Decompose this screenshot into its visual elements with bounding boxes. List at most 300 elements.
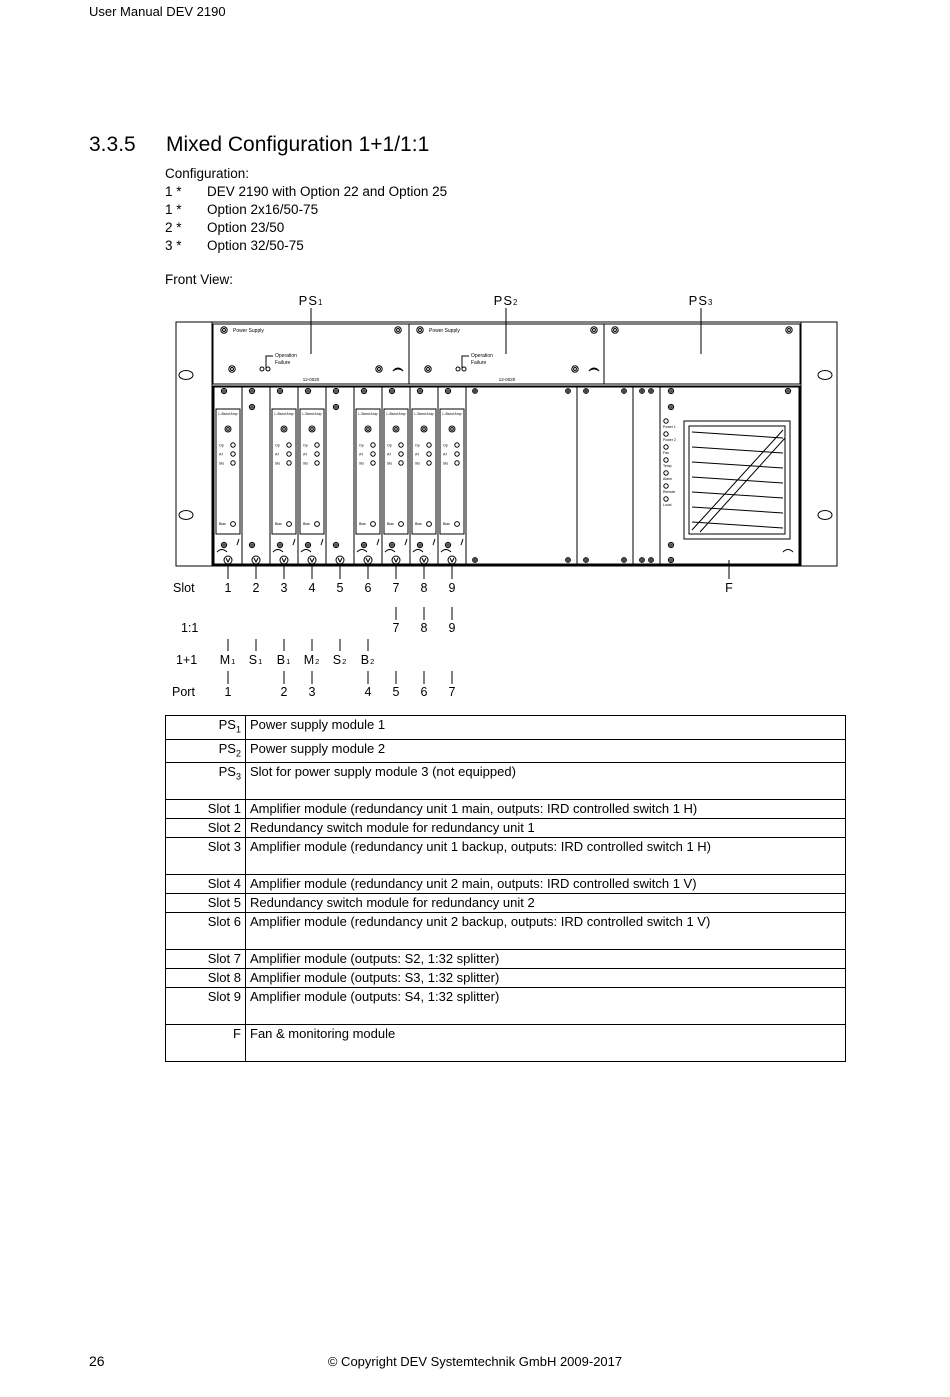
slot-number: 2 bbox=[252, 581, 260, 595]
amp-led-label: Sto bbox=[219, 461, 225, 466]
legend-key bbox=[166, 739, 246, 763]
connector-icon bbox=[450, 558, 454, 562]
connector-icon bbox=[366, 558, 370, 562]
screw-icon bbox=[305, 542, 310, 547]
fan-led-label: Remote bbox=[663, 490, 676, 494]
legend-key: Slot 4 bbox=[166, 875, 246, 894]
screw-icon bbox=[395, 428, 398, 431]
port-row-label: Port bbox=[172, 685, 195, 699]
configuration-item bbox=[165, 183, 447, 201]
amp-led-label: AT bbox=[219, 452, 224, 457]
led-icon bbox=[427, 461, 431, 465]
screw-icon bbox=[333, 542, 338, 547]
fan-louvre bbox=[692, 507, 783, 513]
screw-icon bbox=[447, 390, 449, 392]
screw-icon bbox=[221, 542, 226, 547]
screw-icon bbox=[445, 388, 450, 393]
legend-key-sub: 1 bbox=[235, 724, 241, 735]
led-icon bbox=[260, 367, 264, 371]
screw-icon bbox=[365, 426, 371, 432]
connector-icon bbox=[226, 558, 230, 562]
row-1plus1-value bbox=[361, 653, 376, 667]
screw-icon bbox=[593, 329, 596, 332]
led-icon bbox=[399, 452, 403, 456]
screw-icon bbox=[623, 559, 625, 561]
row-1to1-label: 1:1 bbox=[181, 621, 199, 635]
amp-bias-label: Bias bbox=[275, 522, 282, 526]
slot-card bbox=[326, 387, 354, 564]
amp-led-label: Sto bbox=[443, 461, 449, 466]
led-icon bbox=[399, 461, 403, 465]
fan-module bbox=[660, 387, 799, 564]
ps-label bbox=[689, 293, 714, 308]
screw-icon bbox=[473, 558, 478, 563]
row-1plus1-value-sub: 2 bbox=[370, 657, 376, 666]
screw-icon bbox=[574, 368, 577, 371]
logo-icon bbox=[589, 368, 599, 371]
fan-louvre bbox=[692, 447, 783, 453]
slot-card bbox=[242, 387, 270, 564]
ps-failure-label: Failure bbox=[275, 360, 291, 366]
legend-key: Slot 3 bbox=[166, 838, 246, 875]
amp-led-label: Op bbox=[415, 443, 420, 448]
logo-icon bbox=[413, 550, 423, 553]
front-view-heading: Front View: bbox=[165, 272, 234, 287]
screw-icon bbox=[283, 428, 286, 431]
led-icon bbox=[266, 367, 270, 371]
switch-icon bbox=[461, 539, 463, 545]
screw-icon bbox=[397, 329, 400, 332]
screw-icon bbox=[445, 542, 450, 547]
item-text: Option 23/50 bbox=[207, 220, 285, 235]
led-icon bbox=[315, 443, 319, 447]
screw-icon bbox=[311, 428, 314, 431]
screw-icon bbox=[668, 404, 673, 409]
led-icon bbox=[287, 443, 291, 447]
slot-number: 5 bbox=[336, 581, 344, 595]
legend-row bbox=[166, 875, 846, 894]
logo-icon bbox=[301, 550, 311, 553]
led-icon bbox=[399, 522, 404, 527]
row-1plus1-value-base: B bbox=[276, 653, 287, 667]
ps-label-base: PS bbox=[688, 293, 708, 308]
port-number: 5 bbox=[392, 685, 400, 699]
legend-desc: Amplifier module (redundancy unit 1 main, outputs: IRD controlled switch 1 H) bbox=[246, 800, 846, 819]
amp-title: L-Band Amp bbox=[414, 412, 434, 416]
logo-icon bbox=[441, 550, 451, 553]
led-icon bbox=[371, 461, 375, 465]
screw-icon bbox=[649, 558, 654, 563]
legend-row bbox=[166, 763, 846, 800]
switch-icon bbox=[293, 539, 295, 545]
screw-icon bbox=[425, 366, 431, 372]
row-1plus1-value-sub: 1 bbox=[231, 657, 237, 666]
item-qty: 3 * bbox=[165, 238, 182, 253]
port-number: 1 bbox=[224, 685, 232, 699]
screw-icon bbox=[427, 368, 430, 371]
screw-icon bbox=[622, 389, 627, 394]
amp-led-label: Sto bbox=[415, 461, 421, 466]
screw-icon bbox=[585, 390, 587, 392]
screw-icon bbox=[566, 389, 571, 394]
screw-icon bbox=[585, 559, 587, 561]
screw-icon bbox=[335, 390, 337, 392]
amp-led-label: Op bbox=[443, 443, 448, 448]
amp-led-label: Sto bbox=[387, 461, 393, 466]
switch-icon bbox=[405, 539, 407, 545]
screw-icon bbox=[363, 390, 365, 392]
legend-row bbox=[166, 739, 846, 763]
fan-diagonal bbox=[692, 430, 783, 530]
led-icon bbox=[231, 461, 235, 465]
screw-icon bbox=[221, 327, 227, 333]
legend-desc: Amplifier module (redundancy unit 2 main, outputs: IRD controlled switch 1 V) bbox=[246, 875, 846, 894]
amp-led-label: AT bbox=[275, 452, 280, 457]
page-header: User Manual DEV 2190 bbox=[89, 4, 226, 19]
led-icon bbox=[456, 367, 460, 371]
slot-number: 6 bbox=[364, 581, 372, 595]
screw-icon bbox=[423, 428, 426, 431]
led-icon bbox=[664, 419, 668, 423]
screw-icon bbox=[668, 388, 673, 393]
connector-icon bbox=[338, 558, 342, 562]
row-1to1-value: 9 bbox=[448, 621, 456, 635]
row-1plus1-value-base: B bbox=[360, 653, 371, 667]
screw-icon bbox=[650, 559, 652, 561]
screw-icon bbox=[221, 388, 226, 393]
amp-led-label: Op bbox=[359, 443, 364, 448]
screw-icon bbox=[670, 544, 672, 546]
screw-icon bbox=[277, 388, 282, 393]
fan-louvre bbox=[692, 462, 783, 468]
row-1plus1-value bbox=[304, 653, 321, 667]
connector-icon bbox=[254, 558, 258, 562]
logo-icon bbox=[393, 368, 403, 371]
connector-icon bbox=[282, 558, 286, 562]
ps-part-number: 12-0020 bbox=[498, 377, 516, 382]
screw-icon bbox=[281, 426, 287, 432]
amp-led-label: Sto bbox=[359, 461, 365, 466]
row-1plus1-value-base: S bbox=[248, 653, 259, 667]
legend-desc: Redundancy switch module for redundancy unit 1 bbox=[246, 819, 846, 838]
screw-icon bbox=[622, 558, 627, 563]
amp-led-label: Op bbox=[303, 443, 308, 448]
led-icon bbox=[664, 432, 668, 436]
legend-key: Slot 1 bbox=[166, 800, 246, 819]
ps-label bbox=[299, 293, 324, 308]
item-text: Option 2x16/50-75 bbox=[207, 202, 319, 217]
screw-icon bbox=[584, 558, 589, 563]
led-icon bbox=[427, 522, 432, 527]
legend-key-sub: 2 bbox=[235, 748, 241, 759]
row-1plus1-label: 1+1 bbox=[176, 653, 198, 667]
screw-icon bbox=[612, 327, 618, 333]
row-1plus1-value-base: M bbox=[303, 653, 316, 667]
screw-icon bbox=[591, 327, 597, 333]
amp-bias-label: Bias bbox=[415, 522, 422, 526]
screw-icon bbox=[335, 406, 337, 408]
connector-icon bbox=[310, 558, 314, 562]
fan-led-label: Fan bbox=[663, 451, 670, 455]
screw-icon bbox=[670, 390, 672, 392]
screw-icon bbox=[670, 406, 672, 408]
screw-icon bbox=[417, 388, 422, 393]
port-number: 3 bbox=[308, 685, 316, 699]
legend-desc: Amplifier module (redundancy unit 2 backup, outputs: IRD controlled switch 1 V) bbox=[246, 913, 846, 950]
screw-icon bbox=[640, 389, 645, 394]
amp-bias-label: Bias bbox=[359, 522, 366, 526]
screw-icon bbox=[785, 388, 790, 393]
screw-icon bbox=[249, 388, 254, 393]
section-heading bbox=[89, 133, 429, 157]
screw-icon bbox=[223, 390, 225, 392]
screw-icon bbox=[614, 329, 617, 332]
page-number: 26 bbox=[89, 1353, 105, 1369]
legend-table bbox=[165, 715, 846, 1062]
amp-bias-label: Bias bbox=[219, 522, 226, 526]
legend-key: Slot 8 bbox=[166, 969, 246, 988]
slot-number: 3 bbox=[280, 581, 288, 595]
connector-icon bbox=[394, 558, 398, 562]
screw-icon bbox=[567, 559, 569, 561]
screw-icon bbox=[623, 390, 625, 392]
led-icon bbox=[287, 522, 292, 527]
screw-icon bbox=[474, 559, 476, 561]
screw-icon bbox=[229, 366, 235, 372]
screw-icon bbox=[277, 542, 282, 547]
legend-row bbox=[166, 800, 846, 819]
legend-row bbox=[166, 950, 846, 969]
screw-icon bbox=[474, 390, 476, 392]
screw-icon bbox=[389, 388, 394, 393]
legend-row bbox=[166, 894, 846, 913]
row-1plus1-value-sub: 1 bbox=[258, 657, 264, 666]
legend-desc: Fan & monitoring module bbox=[246, 1025, 846, 1062]
fan-led-label: Alarm bbox=[663, 477, 673, 481]
configuration-list bbox=[165, 165, 447, 255]
logo-icon bbox=[357, 550, 367, 553]
ps-failure-label: Failure bbox=[471, 360, 487, 366]
led-icon bbox=[315, 461, 319, 465]
amp-title: L-Band Amp bbox=[358, 412, 378, 416]
amp-title: L-Band Amp bbox=[442, 412, 462, 416]
fan-louvre bbox=[692, 522, 783, 528]
screw-icon bbox=[223, 544, 225, 546]
led-icon bbox=[315, 452, 319, 456]
switch-icon bbox=[377, 539, 379, 545]
screw-icon bbox=[473, 389, 478, 394]
screw-icon bbox=[249, 404, 254, 409]
amp-title: L-Band Amp bbox=[302, 412, 322, 416]
blank-panel bbox=[466, 387, 577, 564]
screw-icon bbox=[421, 426, 427, 432]
screw-icon bbox=[227, 428, 230, 431]
mounting-hole-icon bbox=[179, 371, 193, 380]
amp-bias-label: Bias bbox=[303, 522, 310, 526]
section-title: Mixed Configuration 1+1/1:1 bbox=[166, 133, 430, 156]
legend-key: F bbox=[166, 1025, 246, 1062]
screw-icon bbox=[223, 329, 226, 332]
amp-led-label: Op bbox=[219, 443, 224, 448]
screw-icon bbox=[419, 329, 422, 332]
screw-icon bbox=[649, 389, 654, 394]
screw-icon bbox=[251, 544, 253, 546]
led-icon bbox=[371, 452, 375, 456]
screw-icon bbox=[231, 368, 234, 371]
configuration-item bbox=[165, 219, 447, 237]
screw-icon bbox=[584, 389, 589, 394]
screw-icon bbox=[363, 544, 365, 546]
led-icon bbox=[371, 522, 376, 527]
led-icon bbox=[231, 443, 235, 447]
amp-led-label: Sto bbox=[303, 461, 309, 466]
led-icon bbox=[287, 452, 291, 456]
screw-icon bbox=[417, 327, 423, 333]
legend-desc: Power supply module 2 bbox=[246, 739, 846, 763]
legend-key: Slot 7 bbox=[166, 950, 246, 969]
amp-led-label: Op bbox=[275, 443, 280, 448]
fan-led-label: Power 1 bbox=[663, 425, 676, 429]
blank-panel bbox=[633, 387, 660, 564]
led-icon bbox=[371, 443, 375, 447]
led-icon bbox=[231, 452, 235, 456]
screw-icon bbox=[361, 388, 366, 393]
card-row bbox=[213, 386, 800, 565]
led-icon bbox=[664, 445, 668, 449]
led-icon bbox=[427, 452, 431, 456]
fan-led-label: Temp bbox=[663, 464, 672, 468]
legend-key-sub: 3 bbox=[235, 771, 241, 782]
row-1plus1-value-base: M bbox=[219, 653, 232, 667]
amp-led-label: AT bbox=[415, 452, 420, 457]
led-icon bbox=[455, 461, 459, 465]
front-view-diagram bbox=[0, 288, 950, 708]
legend-key bbox=[166, 716, 246, 740]
mounting-hole-icon bbox=[818, 511, 832, 520]
screw-icon bbox=[251, 390, 253, 392]
screw-icon bbox=[641, 559, 643, 561]
row-1plus1-value-sub: 2 bbox=[315, 657, 321, 666]
screw-icon bbox=[451, 428, 454, 431]
screw-icon bbox=[419, 544, 421, 546]
ps-label bbox=[494, 293, 519, 308]
ps-panel-title: Power Supply bbox=[429, 328, 460, 334]
legend-desc: Power supply module 1 bbox=[246, 716, 846, 740]
legend-key-base: PS bbox=[218, 764, 236, 780]
screw-icon bbox=[395, 327, 401, 333]
switch-icon bbox=[321, 539, 323, 545]
amp-led-label: AT bbox=[387, 452, 392, 457]
legend-desc: Amplifier module (outputs: S2, 1:32 splitter) bbox=[246, 950, 846, 969]
amp-title: L-Band Amp bbox=[386, 412, 406, 416]
screw-icon bbox=[335, 544, 337, 546]
legend-desc: Amplifier module (outputs: S3, 1:32 splitter) bbox=[246, 969, 846, 988]
row-1plus1-value bbox=[249, 653, 264, 667]
led-icon bbox=[664, 471, 668, 475]
row-1plus1-value bbox=[333, 653, 348, 667]
amp-title: L-Band Amp bbox=[218, 412, 238, 416]
item-text: Option 32/50-75 bbox=[207, 238, 304, 253]
screw-icon bbox=[333, 404, 338, 409]
screw-icon bbox=[447, 544, 449, 546]
logo-icon bbox=[385, 550, 395, 553]
led-icon bbox=[455, 443, 459, 447]
section-number: 3.3.5 bbox=[89, 133, 136, 156]
row-1plus1-value-base: S bbox=[332, 653, 343, 667]
amp-led-label: AT bbox=[359, 452, 364, 457]
port-number: 2 bbox=[280, 685, 288, 699]
led-icon bbox=[399, 443, 403, 447]
slot-number: 8 bbox=[420, 581, 428, 595]
mounting-hole-icon bbox=[179, 511, 193, 520]
legend-row bbox=[166, 819, 846, 838]
legend-desc: Amplifier module (redundancy unit 1 backup, outputs: IRD controlled switch 1 H) bbox=[246, 838, 846, 875]
legend-row bbox=[166, 1025, 846, 1062]
legend-key-base: PS bbox=[218, 717, 236, 732]
fan-louvre bbox=[692, 492, 783, 498]
amp-bias-label: Bias bbox=[443, 522, 450, 526]
row-1plus1-value bbox=[220, 653, 237, 667]
ps-label-base: PS bbox=[298, 293, 318, 308]
screw-icon bbox=[641, 390, 643, 392]
screw-icon bbox=[307, 390, 309, 392]
screw-icon bbox=[670, 559, 672, 561]
amp-led-label: Op bbox=[387, 443, 392, 448]
amp-bias-label: Bias bbox=[387, 522, 394, 526]
led-icon bbox=[231, 522, 236, 527]
slot-fan-label: F bbox=[725, 581, 733, 595]
ps-label-sub: 3 bbox=[708, 298, 714, 307]
ps-label-sub: 2 bbox=[513, 298, 519, 307]
ps-label-base: PS bbox=[493, 293, 513, 308]
legend-desc: Redundancy switch module for redundancy unit 2 bbox=[246, 894, 846, 913]
screw-icon bbox=[787, 390, 789, 392]
item-qty: 2 * bbox=[165, 220, 182, 235]
screw-icon bbox=[650, 390, 652, 392]
screw-icon bbox=[333, 388, 338, 393]
screw-icon bbox=[417, 542, 422, 547]
screw-icon bbox=[307, 544, 309, 546]
legend-desc: Amplifier module (outputs: S4, 1:32 splitter) bbox=[246, 988, 846, 1025]
led-icon bbox=[427, 443, 431, 447]
fan-diagonal bbox=[700, 438, 785, 532]
logo-icon bbox=[783, 550, 793, 553]
ps-label-sub: 1 bbox=[318, 298, 324, 307]
legend-desc: Slot for power supply module 3 (not equipped) bbox=[246, 763, 846, 800]
screw-icon bbox=[572, 366, 578, 372]
led-icon bbox=[287, 461, 291, 465]
ps-panel-title: Power Supply bbox=[233, 328, 264, 334]
switch-icon bbox=[433, 539, 435, 545]
led-icon bbox=[462, 367, 466, 371]
amp-led-label: AT bbox=[303, 452, 308, 457]
screw-icon bbox=[419, 390, 421, 392]
fan-louvre bbox=[692, 432, 783, 438]
copyright: © Copyright DEV Systemtechnik GmbH 2009-2017 bbox=[327, 1354, 623, 1369]
screw-icon bbox=[393, 426, 399, 432]
configuration-item bbox=[165, 237, 447, 255]
row-1plus1-value bbox=[277, 653, 292, 667]
item-qty: 1 * bbox=[165, 184, 182, 199]
legend-key: Slot 2 bbox=[166, 819, 246, 838]
screw-icon bbox=[391, 390, 393, 392]
slot-number: 1 bbox=[224, 581, 232, 595]
logo-icon bbox=[273, 550, 283, 553]
amp-led-label: AT bbox=[443, 452, 448, 457]
screw-icon bbox=[305, 388, 310, 393]
legend-row bbox=[166, 988, 846, 1025]
screw-icon bbox=[566, 558, 571, 563]
